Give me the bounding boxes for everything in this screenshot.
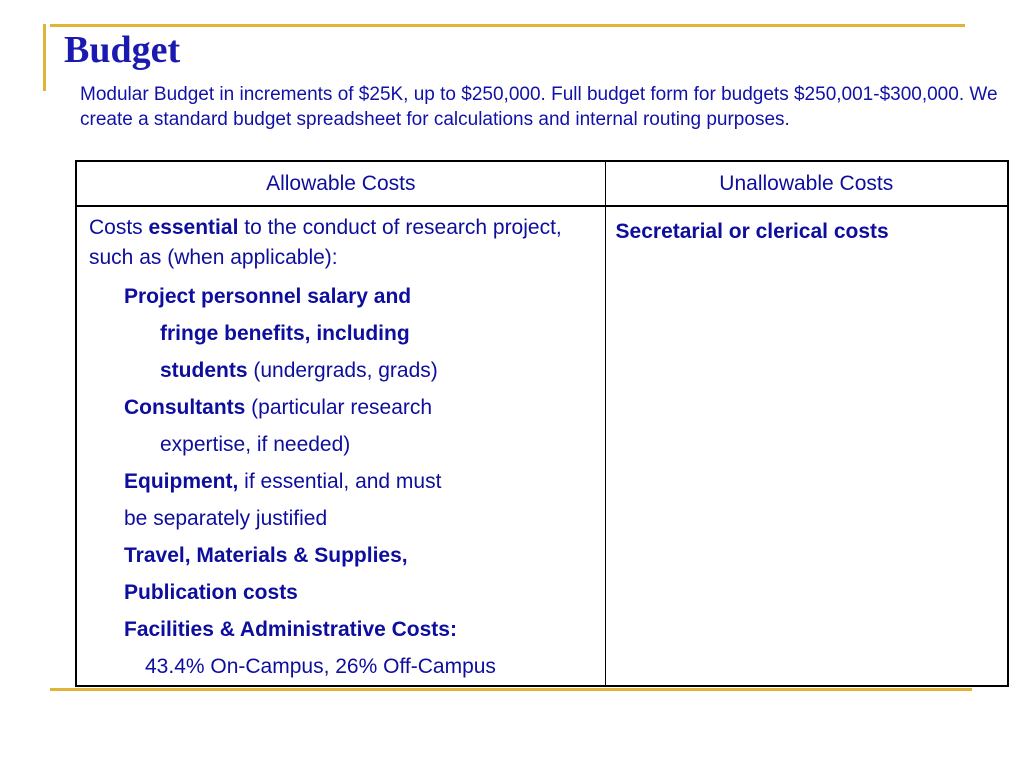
list-item-travel — [89, 537, 595, 574]
facilities-label: Facilities & Administrative Costs: — [124, 618, 457, 641]
allowable-costs-cell — [76, 206, 605, 686]
personnel-line-2: fringe benefits, including — [160, 322, 410, 345]
list-item-consultants-cont — [89, 426, 595, 463]
list-item-facilities — [89, 611, 595, 648]
intro-paragraph: Modular Budget in increments of $25K, up to $250,000. Full budget form for budgets $250,001-$300,000. We create a standard budget spreadsheet for calculations and internal routing purposes. — [80, 84, 998, 130]
list-item-personnel-cont — [89, 315, 595, 352]
secretarial-label: Secretarial or clerical costs — [615, 220, 889, 243]
consultants-detail-2: expertise, if needed) — [160, 433, 351, 456]
travel-label: Travel, Materials & Supplies, — [124, 544, 408, 567]
consultants-label: Consultants — [124, 396, 246, 419]
personnel-line-3-bold: students — [160, 359, 248, 382]
equipment-label: Equipment, — [124, 470, 239, 493]
slide-title: Budget — [64, 29, 181, 71]
list-item-personnel — [89, 278, 595, 315]
table-header-row — [76, 161, 1008, 206]
publication-label: Publication costs — [124, 581, 298, 604]
allowable-costs-header: Allowable Costs — [76, 161, 605, 206]
list-item-personnel-cont — [89, 352, 595, 389]
left-accent-rule — [43, 24, 46, 91]
allowable-intro-emphasis: essential — [148, 216, 239, 239]
allowable-intro-prefix: Costs — [89, 216, 149, 239]
facilities-rates: 43.4% On-Campus, 26% Off-Campus — [145, 655, 496, 678]
list-item-equipment-cont — [89, 500, 595, 537]
personnel-line-3-rest: (undergrads, grads) — [247, 359, 438, 382]
table-row — [76, 206, 1008, 686]
equipment-detail: if essential, and must — [238, 470, 442, 493]
unallowable-costs-cell — [605, 206, 1008, 686]
list-item-equipment — [89, 463, 595, 500]
consultants-detail: (particular research — [245, 396, 433, 419]
list-item-secretarial — [616, 213, 997, 250]
equipment-detail-2: be separately justified — [124, 507, 328, 530]
bottom-accent-rule — [50, 688, 972, 691]
list-item-consultants — [89, 389, 595, 426]
list-item-publication — [89, 574, 595, 611]
unallowable-costs-header: Unallowable Costs — [605, 161, 1008, 206]
personnel-line-1: Project personnel salary and — [124, 285, 412, 308]
costs-table — [75, 160, 1009, 687]
allowable-intro — [89, 213, 595, 273]
list-item-rates — [89, 648, 595, 685]
top-accent-rule — [50, 24, 965, 27]
allowable-intro-suffix: to the conduct of research project, such as (when applicable): — [89, 216, 562, 269]
